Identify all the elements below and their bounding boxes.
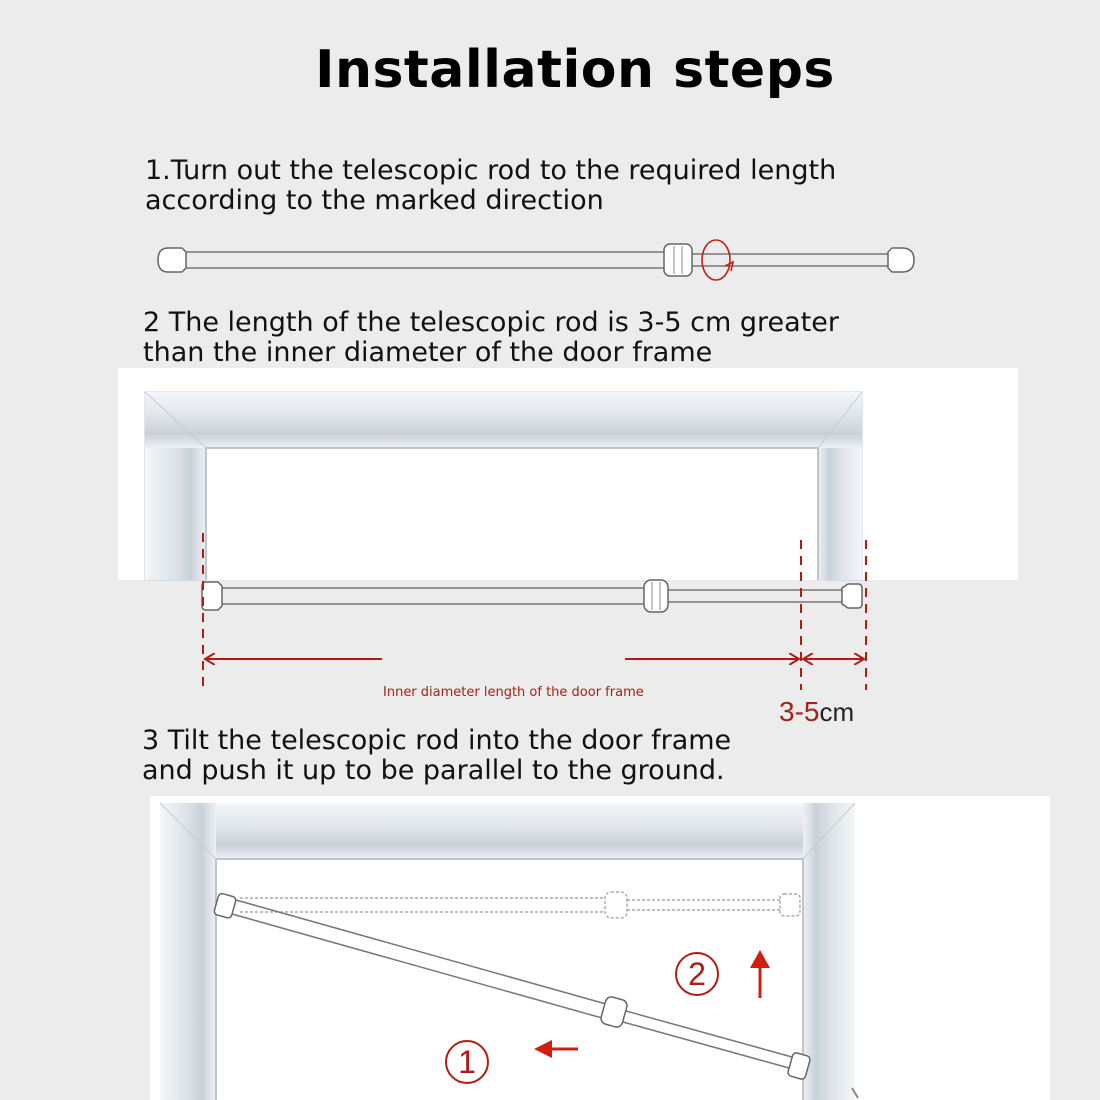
extra-length-label [779, 696, 854, 728]
rod-end-cap-right [888, 248, 914, 272]
step-1-rod [158, 244, 914, 276]
step-2-rod [202, 580, 862, 612]
step-1-line-1: 1.Turn out the telescopic rod to the required length [145, 155, 837, 186]
rod-end-cap-left [158, 248, 186, 272]
rod-joint [664, 244, 692, 276]
inner-diameter-caption: Inner diameter length of the door frame [383, 685, 644, 700]
step-marker-2: 2 [675, 952, 719, 996]
extra-length-value: 3-5 [779, 696, 820, 727]
arrow-left-icon [534, 1040, 578, 1058]
arrow-up-icon [750, 950, 770, 998]
step-3-line-2: and push it up to be parallel to the ground. [142, 755, 725, 786]
step-1-line-2: according to the marked direction [145, 185, 604, 216]
step-2-measurements [203, 533, 866, 690]
step-2-door-frame [145, 392, 862, 580]
step-2-line-2: than the inner diameter of the door frame [143, 337, 713, 368]
step-2-line-1: 2 The length of the telescopic rod is 3-5 cm greater [143, 307, 839, 338]
step-3-final-rod [240, 892, 800, 918]
step-3-door-frame [160, 803, 855, 1100]
rotate-arrow-icon [702, 240, 733, 280]
extra-length-unit: cm [819, 697, 855, 727]
step-3-line-1: 3 Tilt the telescopic rod into the door frame [142, 725, 732, 756]
step-3-tilted-rod [213, 893, 811, 1080]
page-title: Installation steps [315, 40, 835, 100]
step-marker-1: 1 [445, 1040, 489, 1084]
